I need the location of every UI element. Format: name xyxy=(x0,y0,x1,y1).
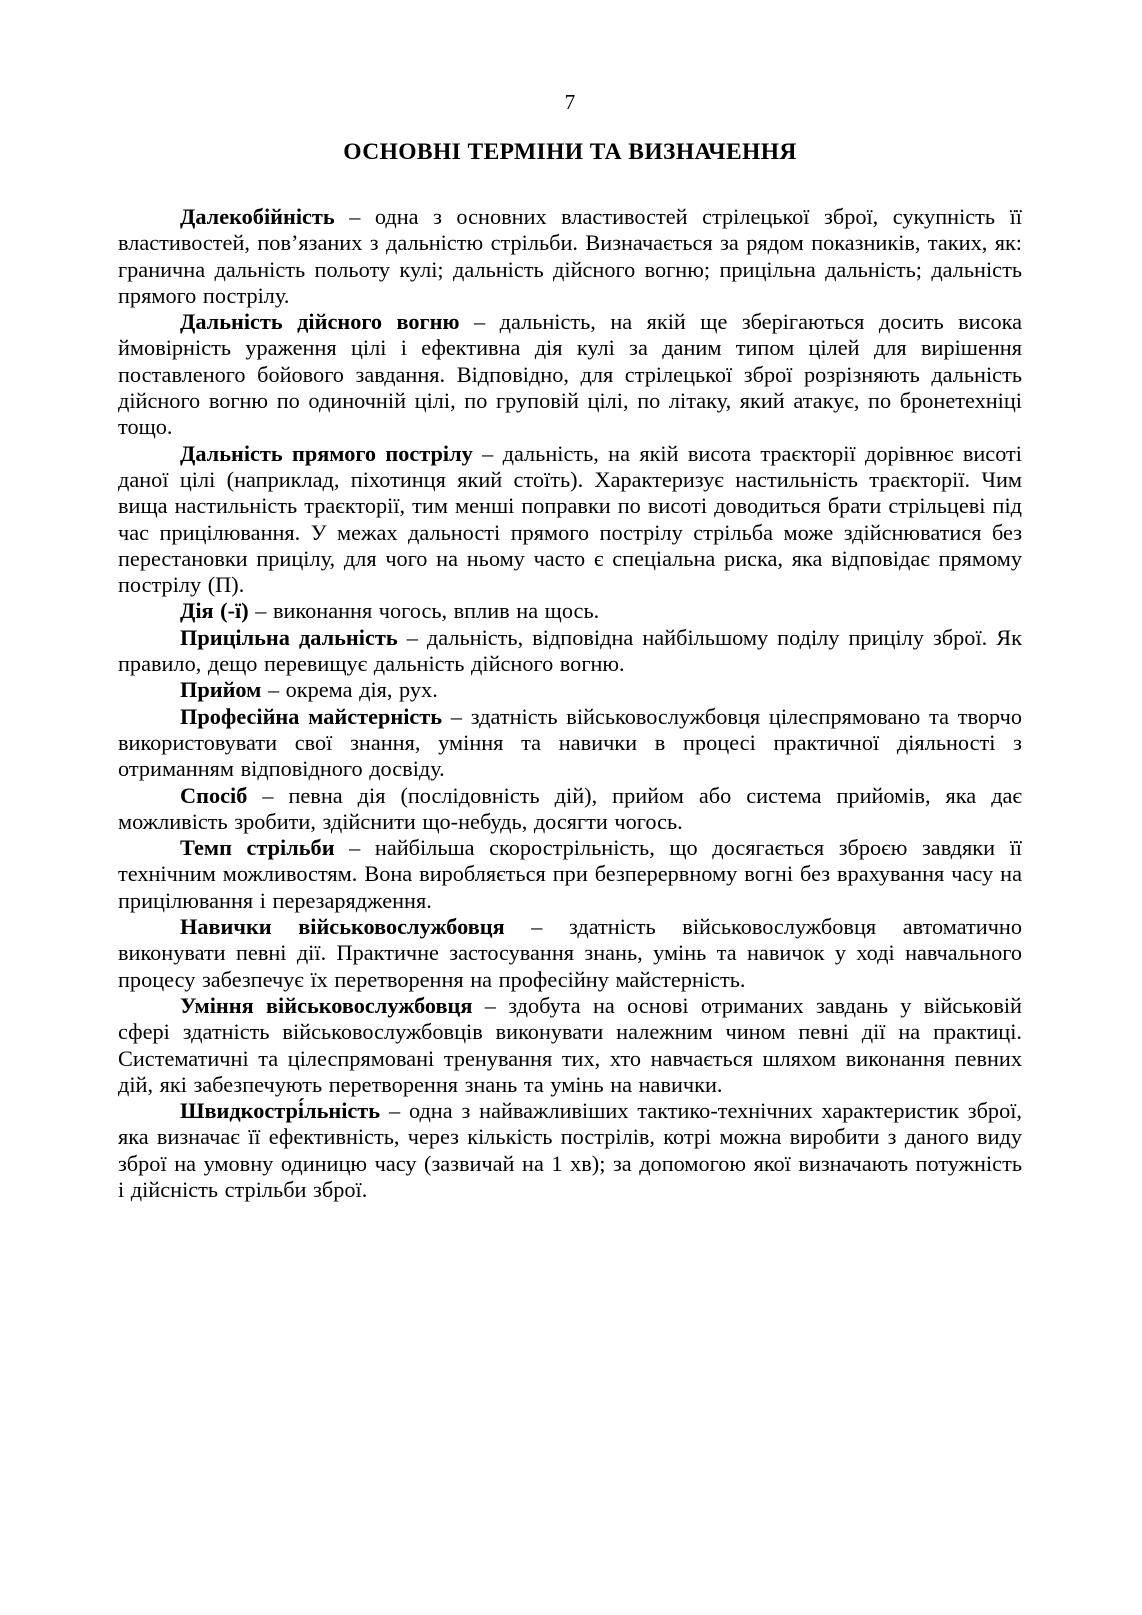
definition-paragraph xyxy=(118,914,1022,993)
term: Дальність дійсного вогню xyxy=(180,309,460,335)
definition-text: – здатність військовослужбовця автоматично виконувати певні дії. Практичне застосування знань, умінь та навичок у ході навчального процесу забезпечує їх перетворення на професійну майстерність. xyxy=(118,914,1022,992)
term: Дія (-ї) xyxy=(180,598,249,624)
definition-text: – здатність військовослужбовця цілеспрямовано та творчо використовувати свої знання, уміння та навички в процесі практичної діяльності з отриманням відповідного досвіду. xyxy=(118,703,1022,782)
definition-paragraph xyxy=(118,993,1022,1098)
definition-paragraph xyxy=(118,704,1022,783)
definition-paragraph xyxy=(118,625,1022,678)
definition-paragraph xyxy=(118,1098,1022,1203)
definition-text: – дальність, на якій висота траєкторії дорівнює висоті даної цілі (наприклад, піхотинця який стоїть). Характеризує настильність траєкторії. Чим вища настильність траєкторії, тим менші поправки по висоті доводиться брати стрільцеві під час прицілювання. У межах дальності прямого пострілу стрільба може здійснюватися без перестановки прицілу, для чого на ньому часто є спеціальна риска, яка відповідає прямому пострілу (П). xyxy=(118,440,1022,598)
page-title: ОСНОВНІ ТЕРМІНИ ТА ВИЗНАЧЕННЯ xyxy=(343,139,797,165)
definition-text: – одна з найважливіших тактико-технічних характеристик зброї, яка визначає її ефективність, через кількість пострілів, котрі можна виробити з даного виду зброї на умовну одиницю часу (зазвичай на 1 хв); за допомогою якої визначають потужність і дійсність стрільби зброї. xyxy=(118,1098,1023,1202)
definition-paragraph xyxy=(118,835,1022,914)
definition-text: – окрема дія, рух. xyxy=(267,677,438,703)
definition-paragraph xyxy=(118,677,1022,703)
term: Уміння військовослужбовця xyxy=(180,992,473,1018)
term: Далекобійність xyxy=(180,204,335,229)
term: Навички військовослужбовця xyxy=(180,914,505,940)
term: Спосіб xyxy=(180,782,248,808)
definition-text: – здобута на основі отриманих завдань у військовій сфері здатність військовослужбовців виконувати належним чином певні дії на практиці. Систематичні та цілеспрямовані тренування тих, хто навчається шляхом виконання певних дій, які забезпечують перетворення знань та умінь на навички. xyxy=(118,992,1022,1097)
term: Швидкострі́льність xyxy=(180,1098,381,1124)
term: Професійна майстерність xyxy=(180,703,443,729)
term: Темп стрільби xyxy=(180,835,335,861)
definition-text: – одна з основних властивостей стрілецької зброї, сукупність її властивостей, пов’язаних з дальністю стрільби. Визначається за рядом показників, таких, як: гранична дальність польоту кулі; дальність дійсного вогню; прицільна дальність; дальність прямого пострілу. xyxy=(118,204,1022,308)
document-body xyxy=(118,204,1022,1203)
definition-text: – найбільша скорострільність, що досягається зброєю завдяки її технічним можливостям. Вона виробляється при безперервному вогні без врахування часу на прицілювання і перезарядження. xyxy=(118,835,1023,913)
definition-text: – певна дія (послідовність дій), прийом або система прийомів, яка дає можливість зробити, здійснити що-небудь, досягти чогось. xyxy=(118,782,1023,834)
definition-paragraph xyxy=(118,204,1022,309)
definition-text: – дальність, відповідна найбільшому поділу прицілу зброї. Як правило, дещо перевищує дальність дійсного вогню. xyxy=(118,624,1022,677)
term: Дальність прямого пострілу xyxy=(180,440,473,466)
definition-paragraph xyxy=(118,598,1022,624)
definition-paragraph xyxy=(118,309,1022,440)
term: Прицільна дальність xyxy=(180,624,398,650)
definition-text: – виконання чогось, вплив на щось. xyxy=(255,598,600,624)
definition-paragraph xyxy=(118,783,1022,836)
page-number: 7 xyxy=(564,90,576,114)
term: Прийом xyxy=(180,677,262,703)
definition-paragraph xyxy=(118,441,1022,599)
definition-text: – дальність, на якій ще зберігаються досить висока ймовірність ураження цілі і ефективна дія кулі за даним типом цілей для вирішення поставленого бойового завдання. Відповідно, для стрілецької зброї розрізняють дальність дійсного вогню по одиночній цілі, по груповій цілі, по літаку, який атакує, по бронетехніці тощо. xyxy=(118,309,1022,440)
